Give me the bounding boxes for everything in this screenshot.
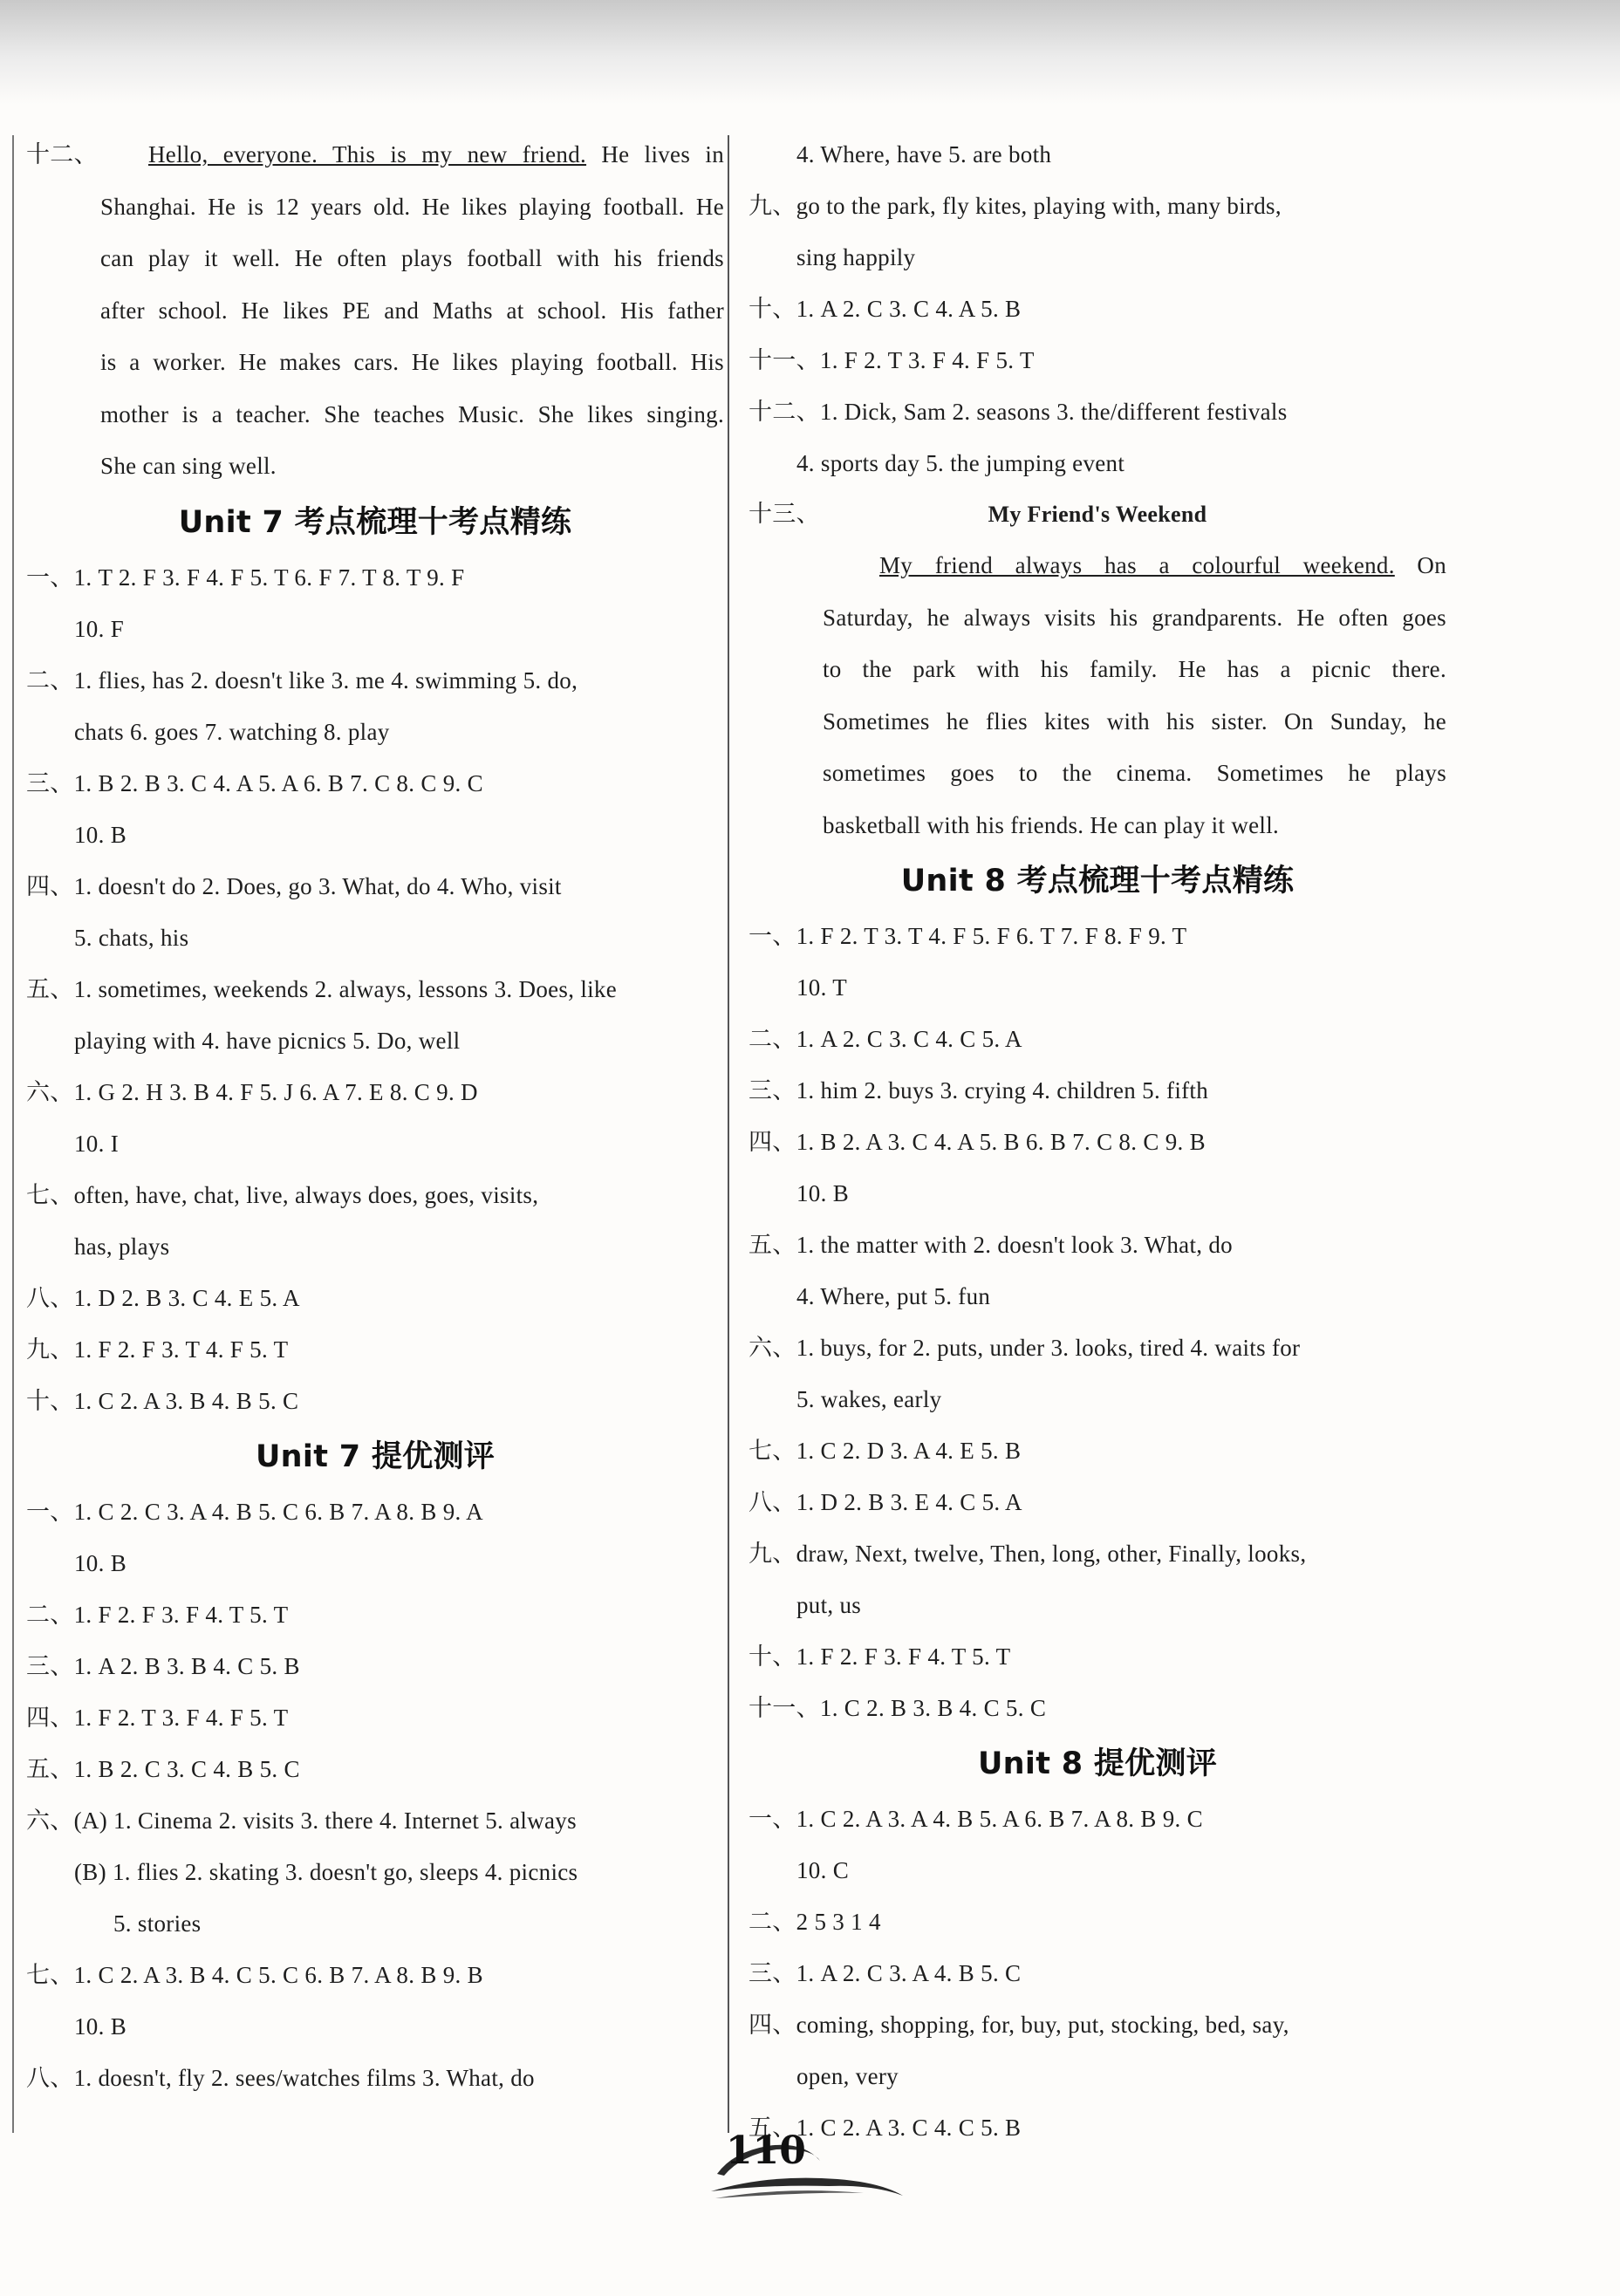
right-column <box>748 129 1446 2154</box>
answer-line: 二、1. flies, has 2. doesn't like 3. me 4. swimming 5. do, <box>26 666 578 694</box>
section-heading: Unit 7 考点梳理十考点精练 <box>178 504 572 540</box>
essay-line: My friend always has a colourful weekend. On <box>879 552 1446 578</box>
answer-line: 九、go to the park, fly kites, playing with, many birds, <box>748 193 1282 219</box>
answer-line: 九、draw, Next, twelve, Then, long, other, Finally, looks, <box>748 1541 1307 1567</box>
left-margin-rule <box>12 135 14 2133</box>
answer-line: 5. wakes, early <box>796 1386 942 1412</box>
essay-13 <box>748 489 1446 851</box>
essay-line: sometimes goes to the cinema. Sometimes he plays <box>823 760 1446 786</box>
answer-line: 七、1. C 2. D 3. A 4. E 5. B <box>748 1438 1022 1464</box>
section-heading: Unit 8 提优测评 <box>977 1746 1218 1781</box>
answer-line: 10. I <box>74 1130 119 1157</box>
essay-line: is a worker. He makes cars. He likes playing football. His <box>100 349 724 375</box>
answer-line: 六、(A) 1. Cinema 2. visits 3. there 4. Internet 5. always <box>26 1807 577 1834</box>
answer-line: 三、1. A 2. B 3. B 4. C 5. B <box>26 1652 300 1679</box>
page-number: 110 <box>726 2129 806 2173</box>
answer-line: 二、1. A 2. C 3. C 4. C 5. A <box>748 1026 1022 1052</box>
answer-line: 10. T <box>796 974 848 1001</box>
essay-line: Sometimes he flies kites with his sister. On Sunday, he <box>823 707 1446 735</box>
answer-line: 六、1. G 2. H 3. B 4. F 5. J 6. A 7. E 8. C 9. D <box>26 1078 478 1105</box>
essay-line: after school. He likes PE and Maths at school. His father <box>100 297 724 324</box>
essay-title: My Friend's Weekend <box>988 502 1207 527</box>
answer-line: 七、often, have, chat, live, always does, goes, visits, <box>26 1181 539 1208</box>
answer-line: 四、1. F 2. T 3. F 4. F 5. T <box>26 1704 289 1731</box>
essay-12 <box>26 129 724 493</box>
answer-line: 10. C <box>796 1857 850 1883</box>
essay-13-label: 十三、 <box>748 501 820 528</box>
answer-line: 十、1. A 2. C 3. C 4. A 5. B <box>748 296 1022 322</box>
essay-line: Shanghai. He is 12 years old. He likes playing football. He <box>100 193 724 220</box>
column-divider <box>728 135 729 2133</box>
essay-line: She can sing well. <box>100 453 277 479</box>
answer-line: 十一、1. C 2. B 3. B 4. C 5. C <box>748 1695 1047 1721</box>
section-heading: Unit 8 考点梳理十考点精练 <box>900 864 1295 899</box>
answer-line: (B) 1. flies 2. skating 3. doesn't go, sleeps 4. picnics <box>74 1858 578 1885</box>
answer-line: 4. Where, have 5. are both <box>796 141 1052 167</box>
section-heading: Unit 7 提优测评 <box>255 1438 496 1474</box>
answer-line: 十二、1. Dick, Sam 2. seasons 3. the/different festivals <box>748 399 1288 425</box>
answer-line: 一、1. F 2. T 3. T 4. F 5. F 6. T 7. F 8. F 9. T <box>748 923 1187 949</box>
answer-line: 九、1. F 2. F 3. T 4. F 5. T <box>26 1336 289 1363</box>
answer-line: 四、1. B 2. A 3. C 4. A 5. B 6. B 7. C 8. C 9. B <box>748 1129 1206 1155</box>
answer-line: 四、1. doesn't do 2. Does, go 3. What, do 4. Who, visit <box>26 872 562 899</box>
answer-line: 五、1. the matter with 2. doesn't look 3. What, do <box>748 1232 1233 1258</box>
answer-line: 4. sports day 5. the jumping event <box>796 450 1125 476</box>
essay-underlined-text: My friend always has a colourful weekend. <box>879 552 1395 578</box>
answer-line: 四、coming, shopping, for, buy, put, stocking, bed, say, <box>748 2012 1289 2038</box>
answer-line: 五、1. B 2. C 3. C 4. B 5. C <box>26 1755 300 1782</box>
answer-line: 5. stories <box>113 1910 202 1937</box>
answer-line: 二、1. F 2. F 3. F 4. T 5. T <box>26 1601 289 1628</box>
answer-line: 10. B <box>74 1549 127 1576</box>
answer-line: chats 6. goes 7. watching 8. play <box>74 718 390 745</box>
answer-line: 十、1. C 2. A 3. B 4. B 5. C <box>26 1387 299 1414</box>
answer-line: 十一、1. F 2. T 3. F 4. F 5. T <box>748 347 1035 373</box>
essay-line: Saturday, he always visits his grandparents. He often goes <box>823 604 1446 631</box>
essay-line: can play it well. He often plays football with his friends <box>100 245 724 271</box>
answer-line: 五、1. sometimes, weekends 2. always, lessons 3. Does, like <box>26 975 618 1002</box>
essay-line: basketball with his friends. He can play it well. <box>823 811 1280 838</box>
answer-line: open, very <box>796 2063 899 2089</box>
answer-line: 七、1. C 2. A 3. B 4. C 5. C 6. B 7. A 8. B 9. B <box>26 1961 483 1988</box>
answer-line: 八、1. D 2. B 3. C 4. E 5. A <box>26 1284 300 1311</box>
answer-line: 10. B <box>74 2012 127 2040</box>
answer-line: put, us <box>796 1592 862 1618</box>
essay-12-label: 十二、 <box>26 141 98 168</box>
answer-line: 10. B <box>74 821 127 848</box>
answer-line: 五、1. C 2. A 3. C 4. C 5. B <box>748 2115 1022 2141</box>
answer-line: 三、1. him 2. buys 3. crying 4. children 5. fifth <box>748 1077 1209 1104</box>
essay-line: mother is a teacher. She teaches Music. She likes singing. <box>100 400 724 427</box>
scan-top-shadow <box>0 0 1620 105</box>
answer-line: 10. F <box>74 615 125 642</box>
answer-line: 4. Where, put 5. fun <box>796 1283 991 1309</box>
answer-line: 三、1. A 2. C 3. A 4. B 5. C <box>748 1960 1022 1986</box>
answer-line: 一、1. C 2. A 3. A 4. B 5. A 6. B 7. A 8. B 9. C <box>748 1806 1203 1832</box>
answer-line: 10. B <box>796 1180 850 1206</box>
answer-line: 二、2 5 3 1 4 <box>748 1909 881 1935</box>
left-column <box>26 129 724 2104</box>
answer-line: 十、1. F 2. F 3. F 4. T 5. T <box>748 1643 1011 1670</box>
answer-line: 一、1. C 2. C 3. A 4. B 5. C 6. B 7. A 8. B 9. A <box>26 1498 483 1525</box>
answer-line: 三、1. B 2. B 3. C 4. A 5. A 6. B 7. C 8. C 9. C <box>26 769 483 796</box>
page-number-badge <box>707 2122 907 2204</box>
answer-line: has, plays <box>74 1233 170 1260</box>
essay-line: to the park with his family. He has a picnic there. <box>823 656 1446 682</box>
answer-line: playing with 4. have picnics 5. Do, well <box>74 1027 461 1054</box>
essay-line: Hello, everyone. This is my new friend. He lives in <box>148 141 724 167</box>
answer-line: 一、1. T 2. F 3. F 4. F 5. T 6. F 7. T 8. T 9. F <box>26 564 465 591</box>
answer-line: 八、1. D 2. B 3. E 4. C 5. A <box>748 1489 1022 1515</box>
answer-line: sing happily <box>796 244 916 270</box>
answer-line: 六、1. buys, for 2. puts, under 3. looks, tired 4. waits for <box>748 1335 1301 1361</box>
essay-underlined-text: Hello, everyone. This is my new friend. <box>148 141 587 167</box>
answer-line: 5. chats, his <box>74 924 189 951</box>
answer-line: 八、1. doesn't, fly 2. sees/watches films 3. What, do <box>26 2064 535 2091</box>
